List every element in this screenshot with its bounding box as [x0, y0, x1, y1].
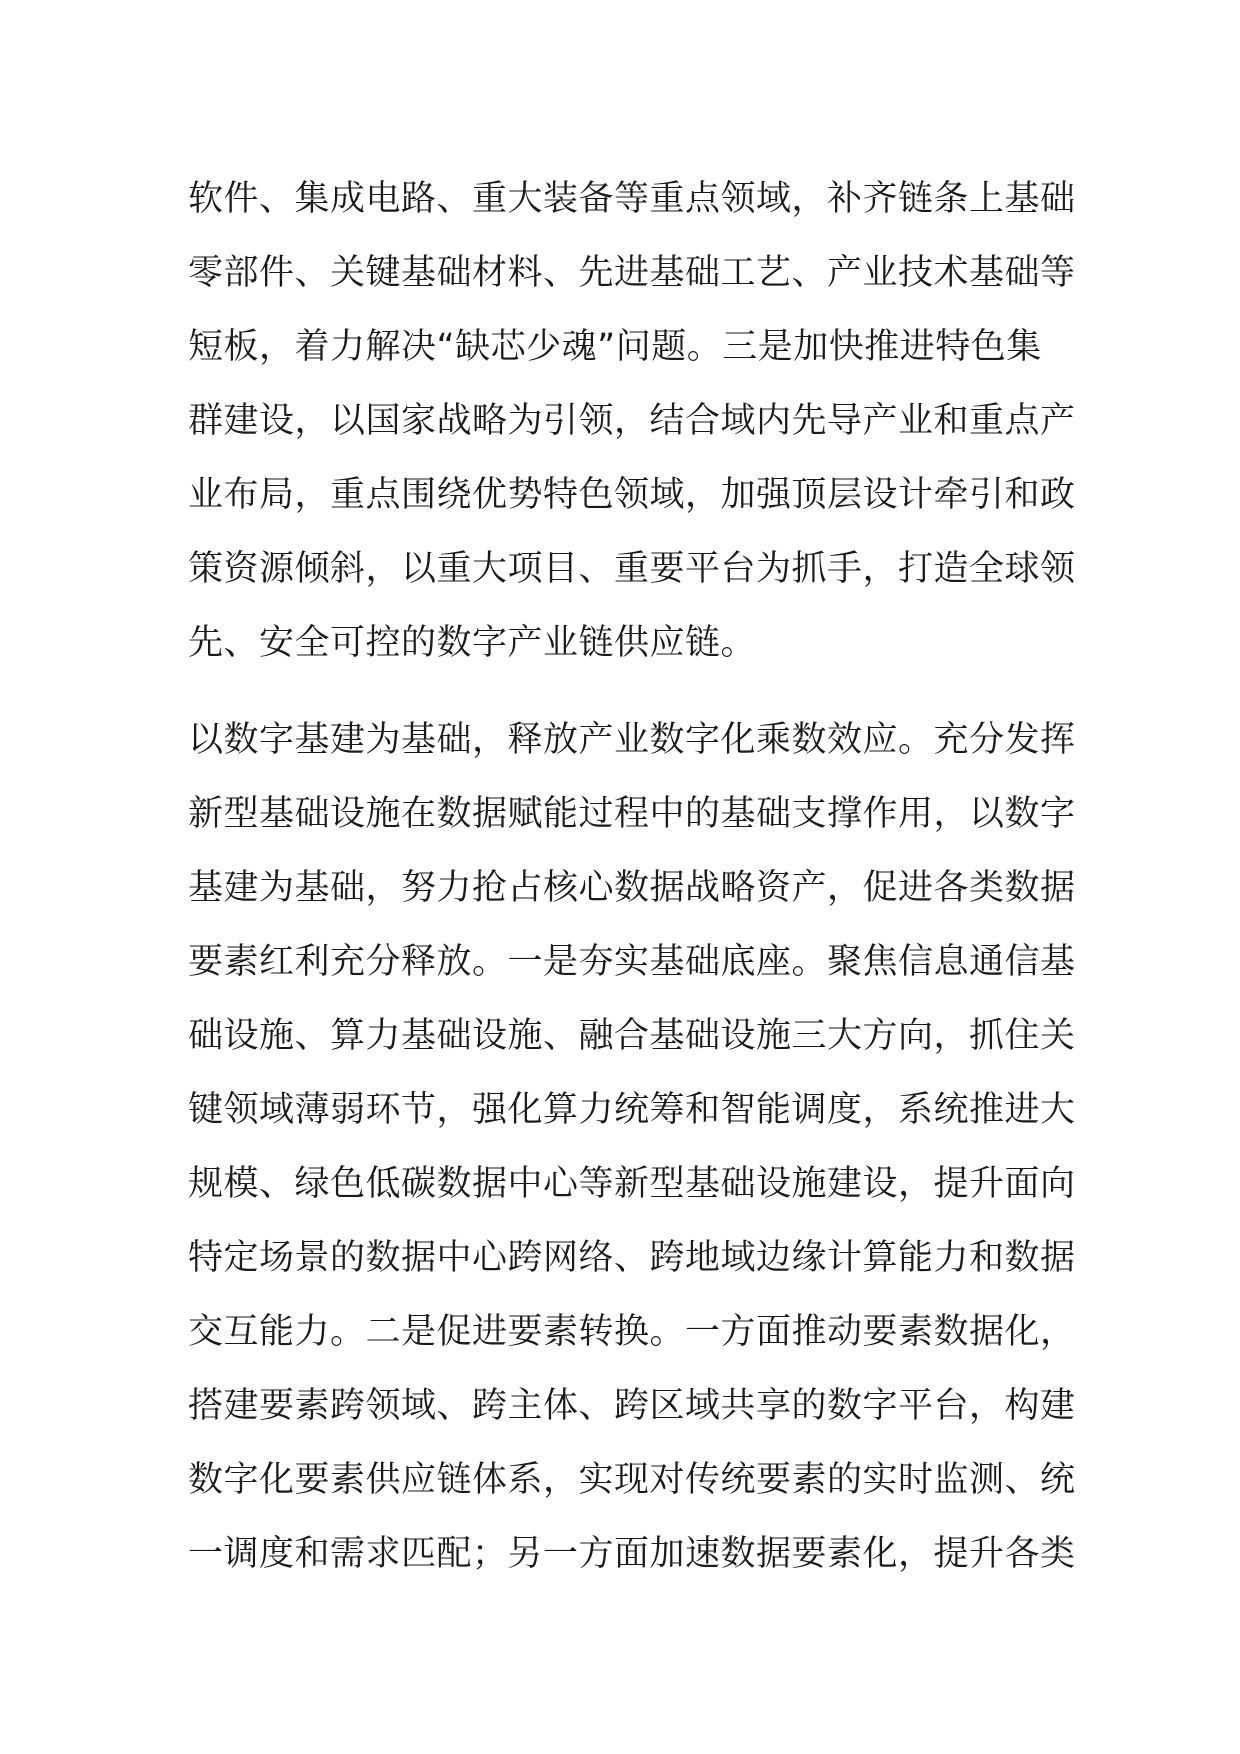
paragraph-1 [188, 162, 1076, 680]
text-line: 一调度和需求匹配；另一方面加速数据要素化，提升各类 [188, 1534, 1076, 1574]
text-line: 基建为基础，努力抢占核心数据战略资产，促进各类数据 [188, 868, 1076, 908]
text-line: 先、安全可控的数字产业链供应链。 [188, 623, 757, 663]
paragraph-2 [188, 703, 1076, 1591]
text-line: 要素红利充分释放。一是夯实基础底座。聚焦信息通信基 [188, 942, 1076, 982]
text-line: 础设施、算力基础设施、融合基础设施三大方向，抓住关 [188, 1016, 1076, 1056]
text-line: 新型基础设施在数据赋能过程中的基础支撑作用，以数字 [188, 794, 1076, 834]
text-line: 策资源倾斜，以重大项目、重要平台为抓手，打造全球领 [188, 549, 1076, 589]
text-line: 规模、绿色低碳数据中心等新型基础设施建设，提升面向 [188, 1164, 1076, 1204]
text-line: 零部件、关键基础材料、先进基础工艺、产业技术基础等 [188, 253, 1076, 293]
text-line: 软件、集成电路、重大装备等重点领域，补齐链条上基础 [188, 179, 1076, 219]
text-line: 群建设，以国家战略为引领，结合域内先导产业和重点产 [188, 401, 1076, 441]
text-line: 搭建要素跨领域、跨主体、跨区域共享的数字平台，构建 [188, 1386, 1076, 1426]
text-line: 数字化要素供应链体系，实现对传统要素的实时监测、统 [188, 1460, 1076, 1500]
text-line: 特定场景的数据中心跨网络、跨地域边缘计算能力和数据 [188, 1238, 1076, 1278]
text-line: 短板，着力解决“缺芯少魂”问题。三是加快推进特色集 [188, 327, 1042, 367]
text-line: 键领域薄弱环节，强化算力统筹和智能调度，系统推进大 [188, 1090, 1076, 1130]
text-line: 交互能力。二是促进要素转换。一方面推动要素数据化， [188, 1312, 1076, 1352]
text-line: 以数字基建为基础，释放产业数字化乘数效应。充分发挥 [188, 720, 1076, 760]
text-line: 业布局，重点围绕优势特色领域，加强顶层设计牵引和政 [188, 475, 1076, 515]
